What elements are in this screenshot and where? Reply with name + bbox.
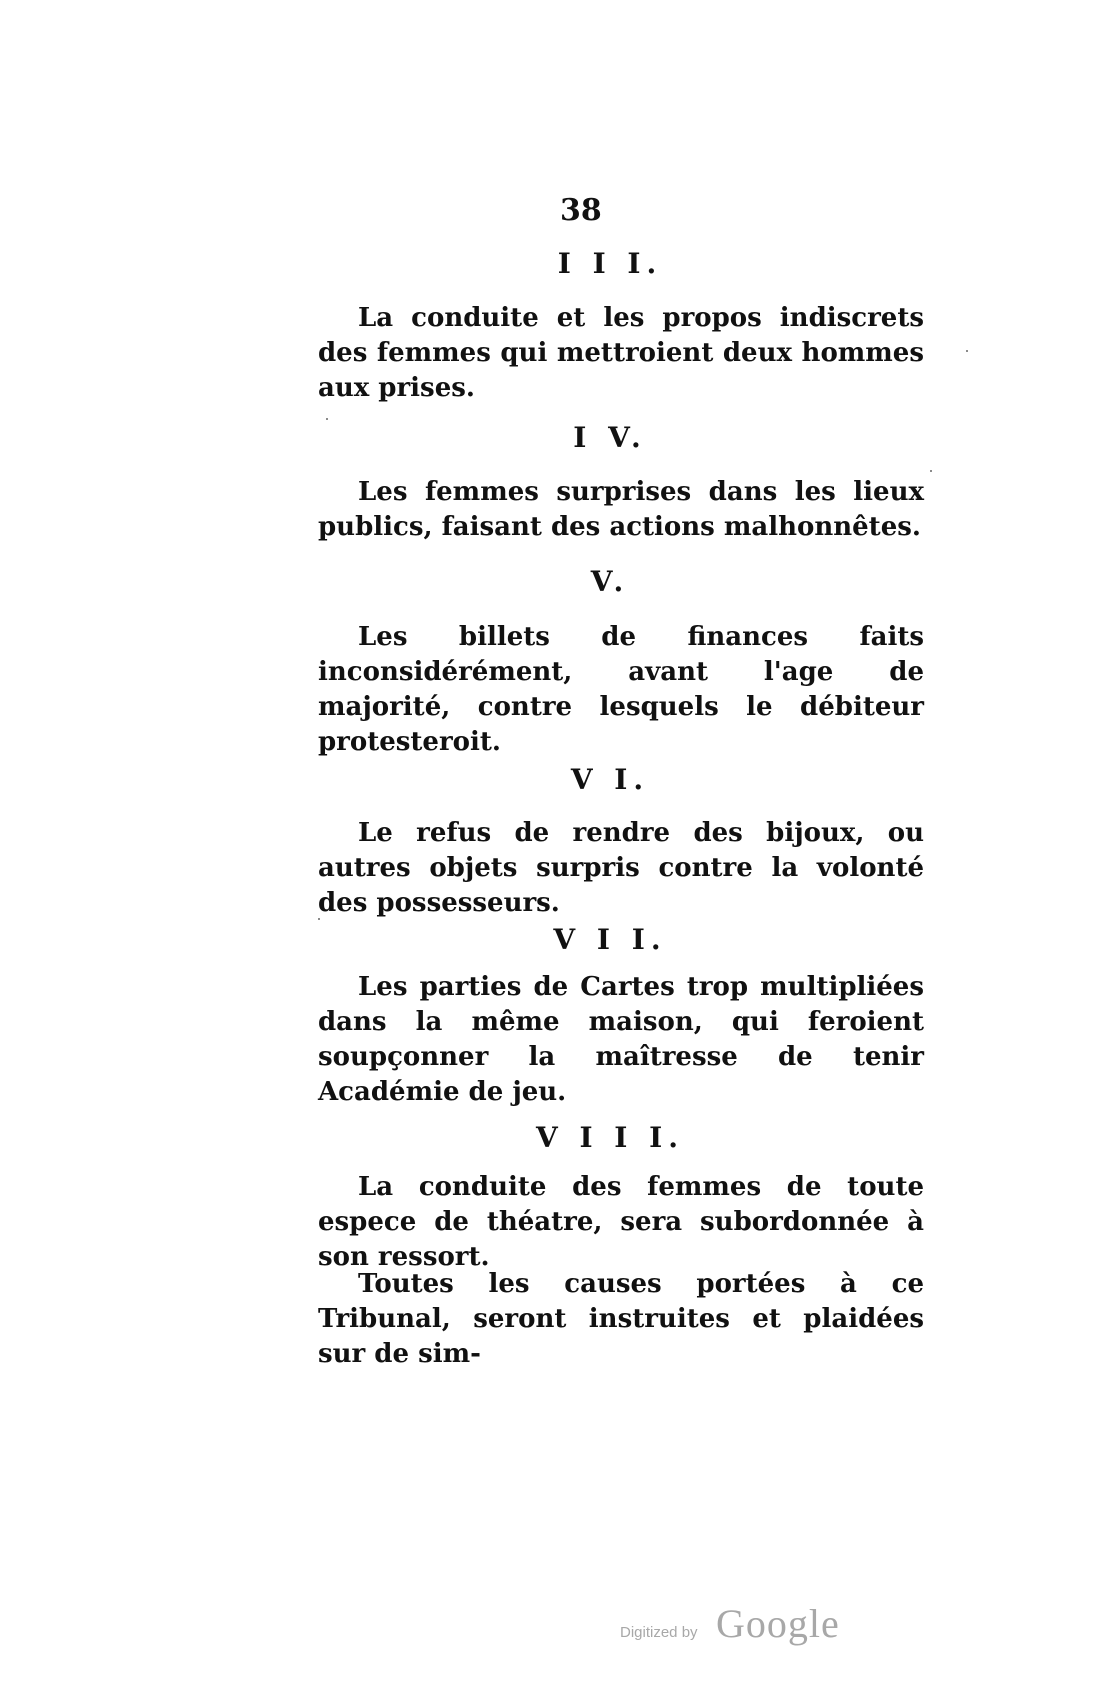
section-text-iii: La conduite et les propos indiscrets des femmes qui mettroient deux hommes aux prises. [318,303,924,403]
section-heading-v: V. [590,565,630,598]
scan-speck [930,470,932,472]
section-text-viii: La conduite des femmes de toute espece de théatre, sera subordonnée à son ressort. [318,1172,924,1272]
page-number: 38 [560,193,602,228]
section-text-vii: Les parties de Cartes trop multipliées dans la même maison, qui feroient soupçonner la maîtresse de tenir Académie de jeu. [318,972,924,1107]
digitized-by-google-watermark [620,1600,860,1650]
scan-speck [326,418,328,420]
scan-speck [318,918,320,920]
section-heading-iii: I I I. [557,247,663,280]
section-heading-viii: V I I I. [535,1121,684,1154]
section-text-iv: Les femmes surprises dans les lieux publics, faisant des actions malhonnêtes. [318,477,924,542]
section-heading-iv: I V. [573,421,647,454]
watermark-prefix: Digitized by [620,1624,698,1641]
section-text-v: Les billets de finances faits inconsidérément, avant l'age de majorité, contre lesquels le débiteur protesteroit. [318,622,924,757]
google-logo: Google [716,1601,840,1646]
section-text-vi: Le refus de rendre des bijoux, ou autres objets surpris contre la volonté des possesseurs. [318,818,924,918]
scan-speck [966,350,968,352]
section-heading-vii: V I I. [553,923,667,956]
section-heading-vi: V I. [570,763,650,796]
closing-paragraph: Toutes les causes portées à ce Tribunal, seront instruites et plaidées sur de sim- [318,1269,924,1369]
